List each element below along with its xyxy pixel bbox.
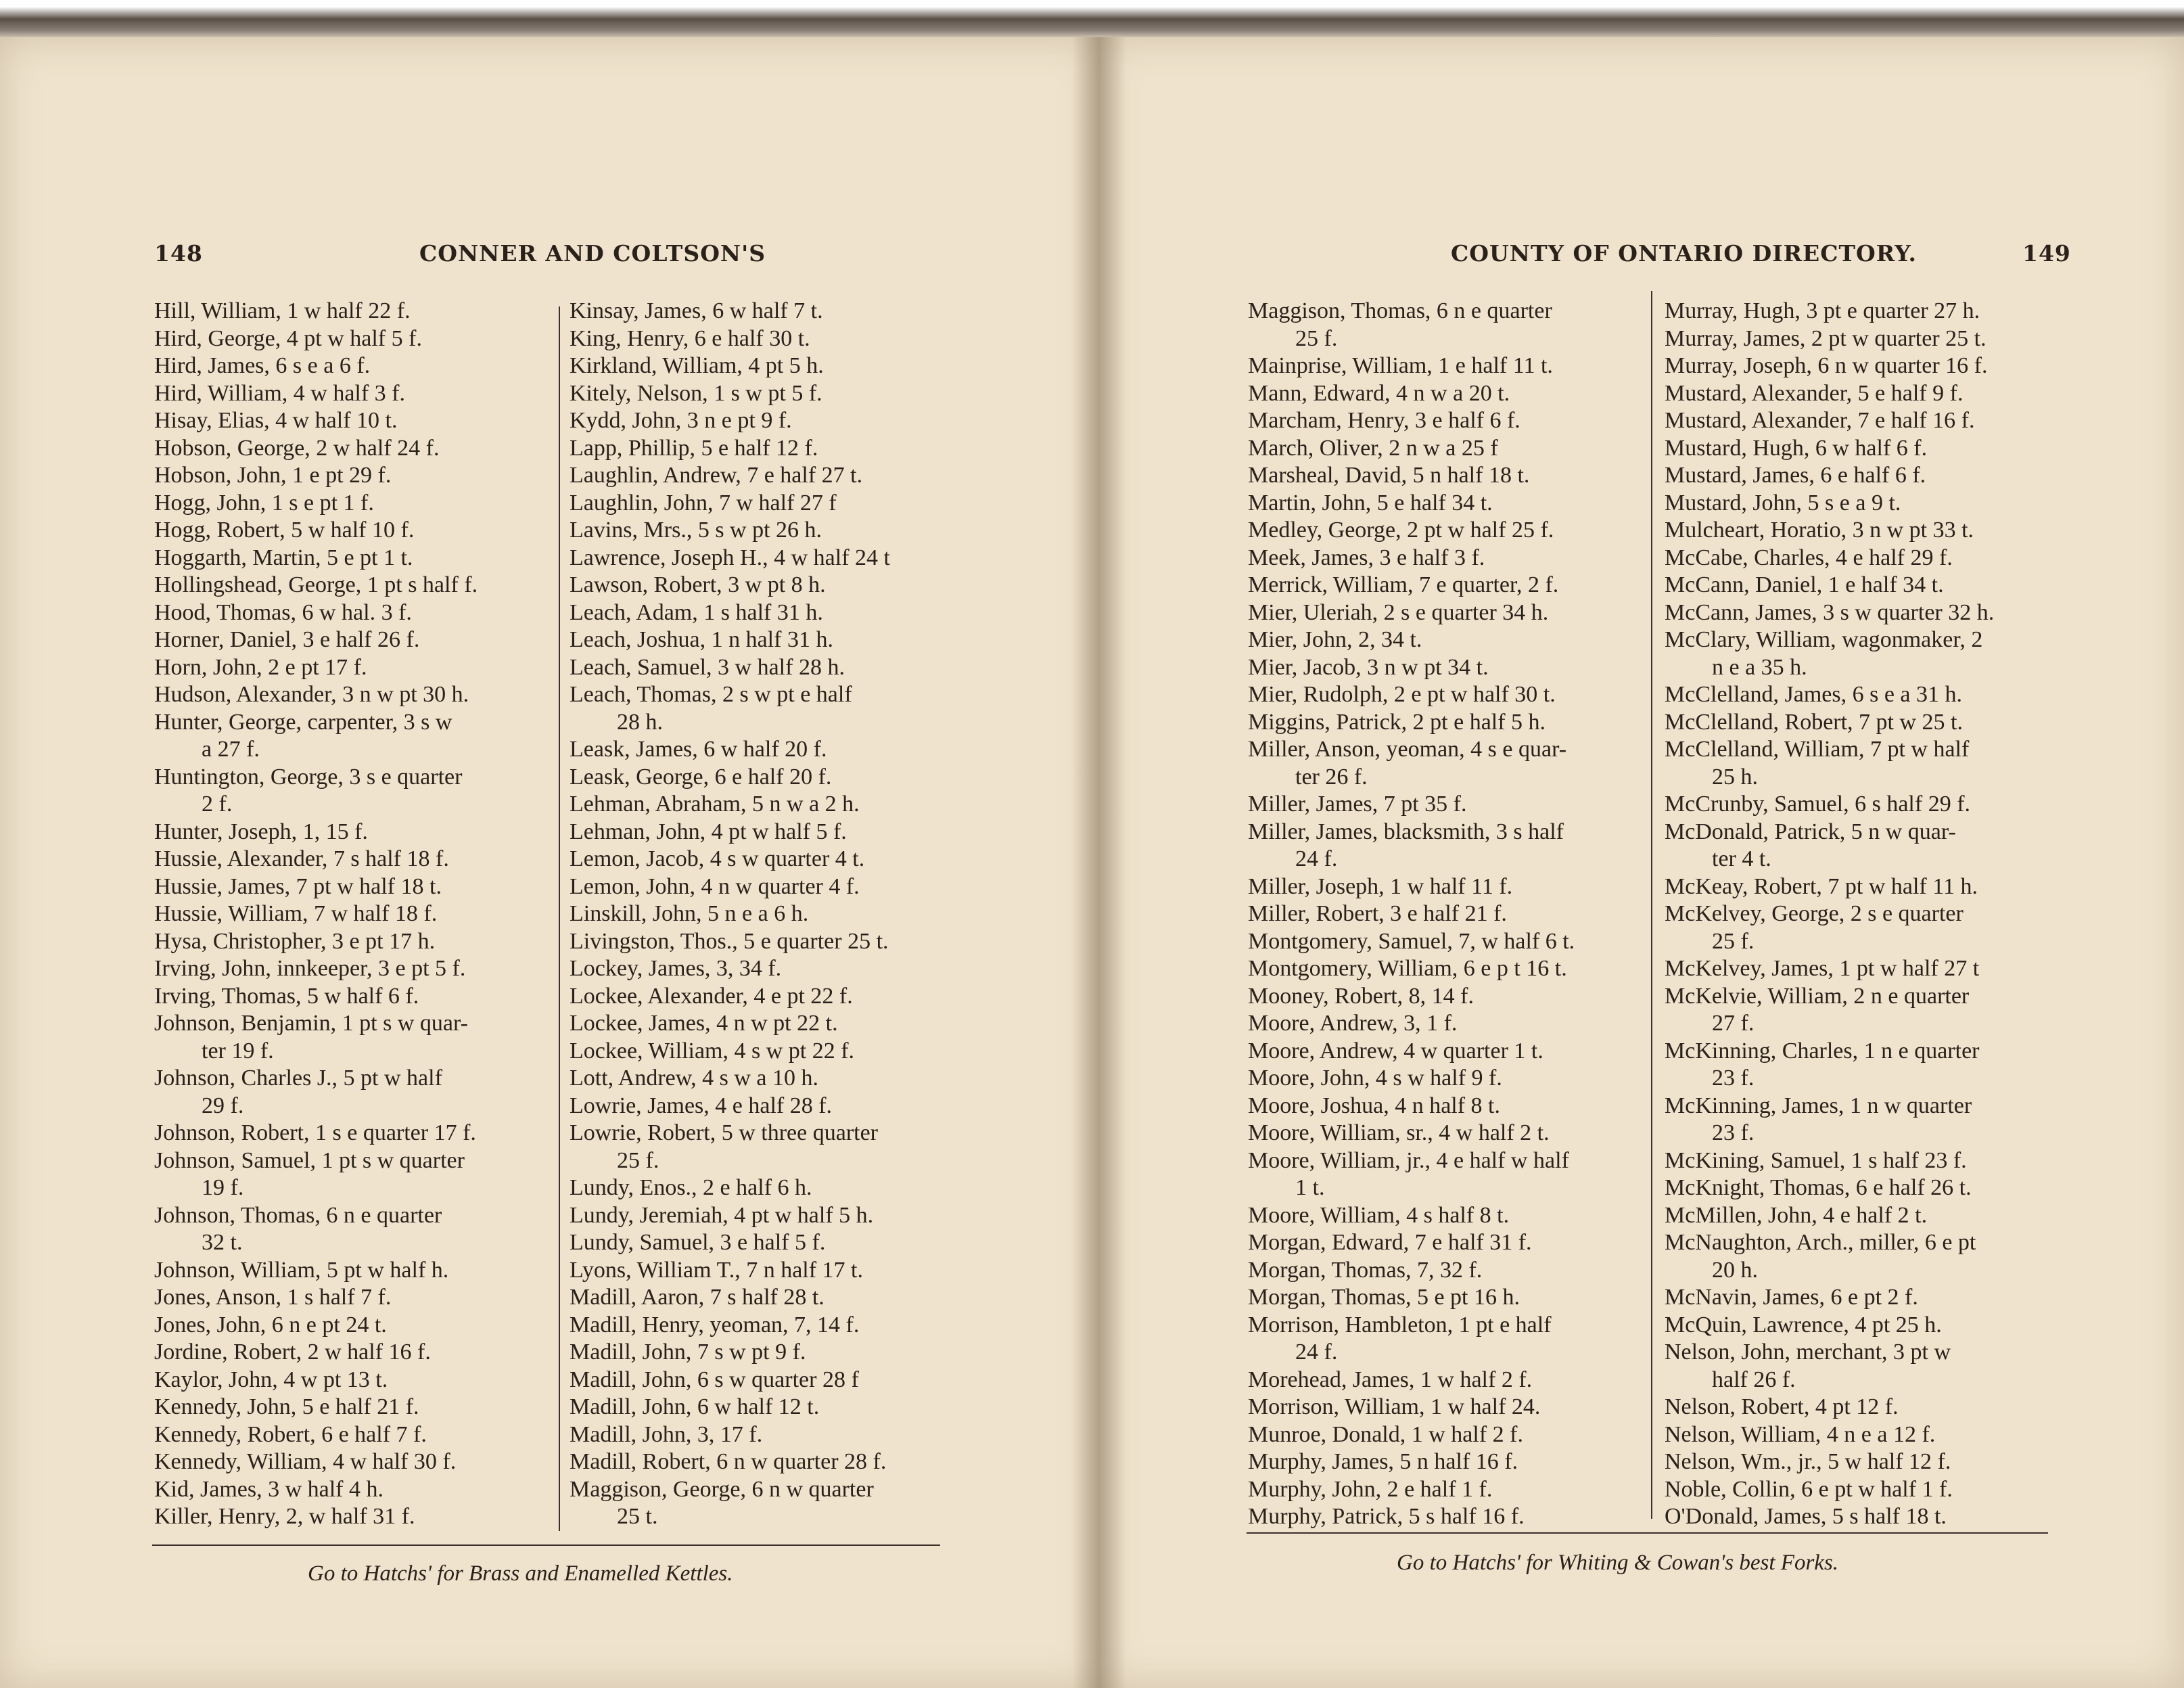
left-column-2 [570,298,975,1531]
directory-entry-line: Moore, Andrew, 3, 1 f. [1248,1011,1458,1036]
directory-entry-line: Morgan, Edward, 7 e half 31 f. [1248,1230,1532,1255]
directory-entry-line: Miller, James, blacksmith, 3 s half [1248,819,1564,844]
directory-entry-line: Mustard, John, 5 s e a 9 t. [1665,490,1901,516]
directory-entry-line: Mier, Jacob, 3 n w pt 34 t. [1248,654,1489,680]
directory-entry-line: McClelland, William, 7 pt w half [1665,737,1970,762]
directory-entry-line: Lowrie, James, 4 e half 28 f. [570,1093,833,1118]
directory-entry-line: Kid, James, 3 w half 4 h. [154,1476,384,1502]
directory-entry-line: Huntington, George, 3 s e quarter [154,764,463,789]
directory-entry-line: Lockey, James, 3, 34 f. [570,956,782,981]
directory-entry-line: McCann, James, 3 s w quarter 32 h. [1665,599,1995,625]
directory-entry-line: Murray, James, 2 pt w quarter 25 t. [1665,325,1986,351]
directory-entry-line: McNaughton, Arch., miller, 6 e pt [1665,1230,1976,1255]
directory-entry-line: Hoggarth, Martin, 5 e pt 1 t. [154,545,413,570]
directory-entry-line: Lawson, Robert, 3 w pt 8 h. [570,572,826,597]
scan-top-edge [0,0,2184,41]
directory-entry-line: Leach, Joshua, 1 n half 31 h. [570,627,833,652]
directory-entry-line: Kydd, John, 3 n e pt 9 f. [570,408,792,433]
left-page [0,37,1099,1688]
directory-entry-line: McKelvey, George, 2 s e quarter [1665,901,1964,926]
directory-entry-line: ter 4 t. [1712,846,1771,871]
directory-entry-line: McClelland, James, 6 s e a 31 h. [1665,682,1963,707]
directory-entry-line: 25 f. [1295,325,1338,351]
directory-entry-line: Mustard, Hugh, 6 w half 6 f. [1665,435,1928,461]
right-footer-advertisement: Go to Hatchs' for Whiting & Cowan's best Forks. [1397,1551,1839,1575]
directory-entry-line: Lemon, Jacob, 4 s w quarter 4 t. [570,846,865,871]
directory-entry-line: Moore, Joshua, 4 n half 8 t. [1248,1093,1501,1118]
directory-entry-line: Leach, Adam, 1 s half 31 h. [570,599,823,625]
directory-entry-line: Lehman, John, 4 pt w half 5 f. [570,819,847,844]
directory-entry-line: Nelson, John, merchant, 3 pt w [1665,1340,1951,1365]
directory-entry-line: Kaylor, John, 4 w pt 13 t. [154,1367,388,1392]
directory-entry-line: Moore, William, 4 s half 8 t. [1248,1202,1510,1228]
directory-entry-line: Lapp, Phillip, 5 e half 12 f. [570,435,818,461]
directory-entry-line: Morrison, Hambleton, 1 pt e half [1248,1312,1552,1337]
directory-entry-line: Madill, John, 3, 17 f. [570,1421,763,1447]
directory-entry-line: Mulcheart, Horatio, 3 n w pt 33 t. [1665,518,1974,543]
directory-entry-line: McKining, Samuel, 1 s half 23 f. [1665,1147,1967,1173]
directory-entry-line: McCabe, Charles, 4 e half 29 f. [1665,545,1953,570]
left-footer-rule [152,1544,940,1546]
directory-entry-line: Miller, James, 7 pt 35 f. [1248,792,1467,817]
directory-entry-line: Johnson, Robert, 1 s e quarter 17 f. [154,1120,476,1145]
directory-entry-line: Miller, Joseph, 1 w half 11 f. [1248,873,1513,899]
directory-entry-line: Johnson, Benjamin, 1 pt s w quar- [154,1011,468,1036]
left-column-1 [154,298,553,1531]
directory-entry-line: Murphy, James, 5 n half 16 f. [1248,1449,1518,1474]
directory-entry-line: McNavin, James, 6 e pt 2 f. [1665,1285,1918,1310]
directory-entry-line: McKelvey, James, 1 pt w half 27 t [1665,956,1980,981]
directory-entry-line: Munroe, Donald, 1 w half 2 f. [1248,1421,1523,1447]
directory-entry-line: Morrison, William, 1 w half 24. [1248,1394,1541,1419]
left-footer-advertisement: Go to Hatchs' for Brass and Enamelled Kettles. [308,1561,733,1586]
directory-entry-line: Hussie, James, 7 pt w half 18 t. [154,873,442,899]
directory-entry-line: Killer, Henry, 2, w half 31 f. [154,1504,415,1529]
directory-entry-line: March, Oliver, 2 n w a 25 f [1248,435,1498,461]
directory-entry-line: 25 f. [617,1147,659,1173]
directory-entry-line: Martin, John, 5 e half 34 t. [1248,490,1493,516]
directory-entry-line: McKinning, Charles, 1 n e quarter [1665,1038,1980,1063]
directory-entry-line: Kennedy, Robert, 6 e half 7 f. [154,1421,427,1447]
directory-entry-line: Morgan, Thomas, 7, 32 f. [1248,1257,1483,1283]
directory-entry-line: McClary, William, wagonmaker, 2 [1665,627,1983,652]
directory-entry-line: Mier, John, 2, 34 t. [1248,627,1422,652]
directory-entry-line: Horner, Daniel, 3 e half 26 f. [154,627,420,652]
left-running-head: CONNER AND COLTSON'S [419,240,766,267]
directory-entry-line: 25 t. [617,1504,658,1529]
directory-entry-line: Marcham, Henry, 3 e half 6 f. [1248,408,1520,433]
directory-entry-line: McMillen, John, 4 e half 2 t. [1665,1202,1928,1228]
directory-entry-line: 23 f. [1712,1120,1755,1145]
directory-entry-line: Kennedy, John, 5 e half 21 f. [154,1394,419,1419]
directory-entry-line: Hill, William, 1 w half 22 f. [154,298,411,323]
directory-entry-line: 28 h. [617,709,663,735]
directory-entry-line: Hussie, William, 7 w half 18 f. [154,901,438,926]
left-column-divider [559,306,560,1531]
directory-entry-line: Hood, Thomas, 6 w hal. 3 f. [154,599,412,625]
directory-entry-line: 24 f. [1295,846,1338,871]
directory-entry-line: Lockee, William, 4 s w pt 22 f. [570,1038,855,1063]
directory-entry-line: Hunter, Joseph, 1, 15 f. [154,819,368,844]
right-column-1 [1248,298,1650,1531]
directory-entry-line: Lockee, James, 4 n w pt 22 t. [570,1011,838,1036]
directory-entry-line: Morgan, Thomas, 5 e pt 16 h. [1248,1285,1520,1310]
directory-entry-line: Kinsay, James, 6 w half 7 t. [570,298,823,323]
directory-entry-line: Murray, Hugh, 3 pt e quarter 27 h. [1665,298,1980,323]
directory-entry-line: 32 t. [202,1230,243,1255]
directory-entry-line: Leask, James, 6 w half 20 f. [570,737,827,762]
directory-entry-line: Horn, John, 2 e pt 17 f. [154,654,367,680]
directory-entry-line: McKeay, Robert, 7 pt w half 11 h. [1665,873,1978,899]
directory-entry-line: Lowrie, Robert, 5 w three quarter [570,1120,878,1145]
directory-entry-line: McQuin, Lawrence, 4 pt 25 h. [1665,1312,1942,1337]
directory-entry-line: Jones, John, 6 n e pt 24 t. [154,1312,387,1337]
directory-entry-line: Miggins, Patrick, 2 pt e half 5 h. [1248,709,1546,735]
directory-entry-line: Kirkland, William, 4 pt 5 h. [570,353,824,378]
directory-entry-line: n e a 35 h. [1712,654,1807,680]
directory-entry-line: Lyons, William T., 7 n half 17 t. [570,1257,863,1283]
directory-entry-line: Lockee, Alexander, 4 e pt 22 f. [570,983,853,1009]
directory-entry-line: Moore, Andrew, 4 w quarter 1 t. [1248,1038,1543,1063]
directory-entry-line: Murray, Joseph, 6 n w quarter 16 f. [1665,353,1988,378]
right-column-divider [1651,291,1652,1519]
directory-entry-line: Kennedy, William, 4 w half 30 f. [154,1449,457,1474]
directory-entry-line: 20 h. [1712,1257,1758,1283]
directory-entry-line: Leach, Samuel, 3 w half 28 h. [570,654,845,680]
directory-entry-line: Johnson, Thomas, 6 n e quarter [154,1202,442,1228]
directory-entry-line: 27 f. [1712,1011,1755,1036]
directory-entry-line: ter 19 f. [202,1038,274,1063]
directory-entry-line: Hunter, George, carpenter, 3 s w [154,709,452,735]
directory-entry-line: Hogg, Robert, 5 w half 10 f. [154,518,415,543]
directory-entry-line: Mustard, James, 6 e half 6 f. [1665,463,1926,488]
directory-entry-line: Meek, James, 3 e half 3 f. [1248,545,1485,570]
directory-entry-line: Lemon, John, 4 n w quarter 4 f. [570,873,860,899]
directory-entry-line: McKinning, James, 1 n w quarter [1665,1093,1972,1118]
directory-entry-line: Madill, Robert, 6 n w quarter 28 f. [570,1449,887,1474]
directory-entry-line: Leask, George, 6 e half 20 f. [570,764,832,789]
directory-entry-line: Hird, William, 4 w half 3 f. [154,380,405,406]
directory-entry-line: King, Henry, 6 e half 30 t. [570,325,810,351]
directory-entry-line: a 27 f. [202,737,260,762]
directory-entry-line: Maggison, George, 6 n w quarter [570,1476,874,1502]
directory-entry-line: Lawrence, Joseph H., 4 w half 24 t [570,545,890,570]
directory-entry-line: Jordine, Robert, 2 w half 16 f. [154,1340,431,1365]
directory-entry-line: Madill, John, 7 s w pt 9 f. [570,1340,806,1365]
directory-entry-line: 23 f. [1712,1066,1755,1091]
directory-entry-line: Laughlin, Andrew, 7 e half 27 t. [570,463,863,488]
directory-entry-line: Murphy, Patrick, 5 s half 16 f. [1248,1504,1525,1529]
directory-entry-line: 24 f. [1295,1340,1338,1365]
directory-entry-line: Maggison, Thomas, 6 n e quarter [1248,298,1552,323]
directory-entry-line: Hobson, George, 2 w half 24 f. [154,435,440,461]
directory-entry-line: Madill, Aaron, 7 s half 28 t. [570,1285,824,1310]
directory-entry-line: Mooney, Robert, 8, 14 f. [1248,983,1474,1009]
directory-entry-line: Hollingshead, George, 1 pt s half f. [154,572,478,597]
directory-entry-line: Mann, Edward, 4 n w a 20 t. [1248,380,1510,406]
directory-entry-line: Hysa, Christopher, 3 e pt 17 h. [154,928,436,954]
directory-entry-line: Miller, Robert, 3 e half 21 f. [1248,901,1507,926]
book-gutter [1072,37,1126,1688]
directory-entry-line: Lott, Andrew, 4 s w a 10 h. [570,1066,818,1091]
directory-entry-line: 25 f. [1712,928,1755,954]
directory-entry-line: Nelson, William, 4 n e a 12 f. [1665,1421,1936,1447]
directory-entry-line: Moore, William, jr., 4 e half w half [1248,1147,1569,1173]
directory-entry-line: Marsheal, David, 5 n half 18 t. [1248,463,1530,488]
directory-entry-line: Nelson, Robert, 4 pt 12 f. [1665,1394,1899,1419]
directory-entry-line: Irving, Thomas, 5 w half 6 f. [154,983,419,1009]
directory-entry-line: Lundy, Jeremiah, 4 pt w half 5 h. [570,1202,874,1228]
directory-entry-line: McDonald, Patrick, 5 n w quar- [1665,819,1956,844]
directory-entry-line: McKnight, Thomas, 6 e half 26 t. [1665,1175,1972,1200]
directory-entry-line: Irving, John, innkeeper, 3 e pt 5 f. [154,956,466,981]
directory-entry-line: O'Donald, James, 5 s half 18 t. [1665,1504,1947,1529]
directory-entry-line: Lehman, Abraham, 5 n w a 2 h. [570,792,860,817]
directory-entry-line: 25 h. [1712,764,1758,789]
directory-entry-line: Nelson, Wm., jr., 5 w half 12 f. [1665,1449,1951,1474]
directory-entry-line: Noble, Collin, 6 e pt w half 1 f. [1665,1476,1953,1502]
directory-entry-line: Hudson, Alexander, 3 n w pt 30 h. [154,682,469,707]
right-footer-rule [1247,1532,2048,1534]
directory-entry-line: Lundy, Samuel, 3 e half 5 f. [570,1230,826,1255]
directory-entry-line: 29 f. [202,1093,244,1118]
directory-entry-line: half 26 f. [1712,1367,1796,1392]
directory-entry-line: 1 t. [1295,1175,1325,1200]
directory-entry-line: Madill, John, 6 w half 12 t. [570,1394,820,1419]
directory-entry-line: Moore, John, 4 s w half 9 f. [1248,1066,1502,1091]
directory-entry-line: Jones, Anson, 1 s half 7 f. [154,1285,392,1310]
directory-entry-line: Laughlin, John, 7 w half 27 f [570,490,837,516]
right-column-2 [1665,298,2084,1531]
directory-entry-line: Medley, George, 2 pt w half 25 f. [1248,518,1554,543]
directory-entry-line: Kitely, Nelson, 1 s w pt 5 f. [570,380,822,406]
directory-entry-line: Montgomery, Samuel, 7, w half 6 t. [1248,928,1575,954]
directory-entry-line: Mustard, Alexander, 5 e half 9 f. [1665,380,1964,406]
right-running-head: COUNTY OF ONTARIO DIRECTORY. [1451,240,1917,267]
directory-entry-line: Mier, Rudolph, 2 e pt w half 30 t. [1248,682,1556,707]
right-page-number: 149 [2022,240,2071,267]
directory-entry-line: Madill, John, 6 s w quarter 28 f [570,1367,859,1392]
directory-entry-line: Hobson, John, 1 e pt 29 f. [154,463,392,488]
directory-entry-line: Morehead, James, 1 w half 2 f. [1248,1367,1533,1392]
directory-entry-line: Johnson, Charles J., 5 pt w half [154,1066,442,1091]
directory-entry-line: Hird, James, 6 s e a 6 f. [154,353,371,378]
directory-entry-line: Johnson, William, 5 pt w half h. [154,1257,449,1283]
directory-entry-line: Leach, Thomas, 2 s w pt e half [570,682,852,707]
directory-entry-line: Mustard, Alexander, 7 e half 16 f. [1665,408,1975,433]
directory-entry-line: McCann, Daniel, 1 e half 34 t. [1665,572,1944,597]
left-page-number: 148 [154,240,203,267]
directory-entry-line: Hisay, Elias, 4 w half 10 t. [154,408,398,433]
directory-entry-line: Mier, Uleriah, 2 s e quarter 34 h. [1248,599,1549,625]
directory-entry-line: 19 f. [202,1175,244,1200]
directory-entry-line: McClelland, Robert, 7 pt w 25 t. [1665,709,1964,735]
directory-entry-line: Lundy, Enos., 2 e half 6 h. [570,1175,812,1200]
directory-entry-line: Hussie, Alexander, 7 s half 18 f. [154,846,449,871]
directory-entry-line: McCrunby, Samuel, 6 s half 29 f. [1665,792,1971,817]
directory-entry-line: Murphy, John, 2 e half 1 f. [1248,1476,1493,1502]
directory-entry-line: Merrick, William, 7 e quarter, 2 f. [1248,572,1559,597]
directory-entry-line: Miller, Anson, yeoman, 4 s e quar- [1248,737,1567,762]
directory-entry-line: Livingston, Thos., 5 e quarter 25 t. [570,928,889,954]
directory-entry-line: Johnson, Samuel, 1 pt s w quarter [154,1147,465,1173]
directory-entry-line: Linskill, John, 5 n e a 6 h. [570,901,809,926]
directory-entry-line: Mainprise, William, 1 e half 11 t. [1248,353,1553,378]
directory-entry-line: Hird, George, 4 pt w half 5 f. [154,325,422,351]
directory-entry-line: ter 26 f. [1295,764,1368,789]
directory-entry-line: Moore, William, sr., 4 w half 2 t. [1248,1120,1550,1145]
directory-entry-line: Hogg, John, 1 s e pt 1 f. [154,490,374,516]
directory-entry-line: Montgomery, William, 6 e p t 16 t. [1248,956,1567,981]
directory-entry-line: McKelvie, William, 2 n e quarter [1665,983,1970,1009]
directory-entry-line: Madill, Henry, yeoman, 7, 14 f. [570,1312,860,1337]
directory-entry-line: Lavins, Mrs., 5 s w pt 26 h. [570,518,822,543]
right-page [1099,37,2184,1688]
directory-entry-line: 2 f. [202,792,233,817]
